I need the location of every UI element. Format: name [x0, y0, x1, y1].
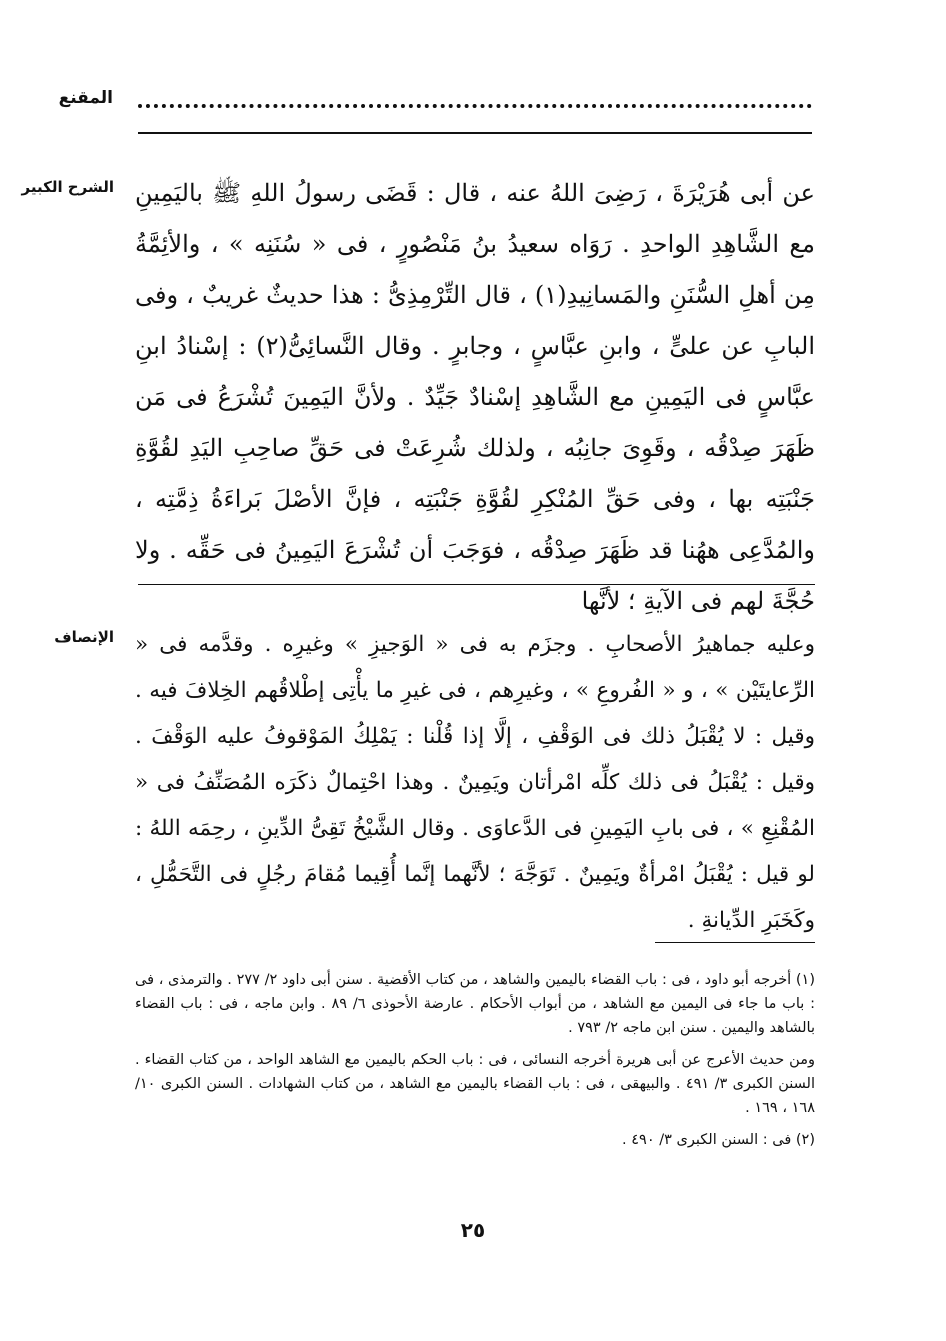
- footnote-separator: [655, 942, 815, 943]
- footnote-1-continued: ومن حديث الأعرج عن أبى هريرة أخرجه النسائى ، فى : باب الحكم باليمين مع الشاهد الواحد ، من كتاب القضاء . السنن الكبرى ٣/ ٤٩١ . والبيهقى ، فى : باب القضاء باليمين مع الشاهد ، من كتاب الشهادات . السنن الكبرى ١٠/ ١٦٨ ، ١٦٩ .: [135, 1052, 816, 1116]
- footnote-2: (٢) فى : السنن الكبرى ٣/ ٤٩٠ .: [622, 1132, 815, 1148]
- sharh-paragraph: عن أبى هُرَيْرَةَ ، رَضِىَ اللهُ عنه ، قال : قَضَى رسولُ اللهِ ﷺ باليَمِينِ مع الشَّاهِدِ الواحدِ . رَوَاه سعيدُ بنُ مَنْصُورٍ ، فى « سُنَنِه » ، والأئِمَّةُ مِن أهلِ السُّنَنِ والمَسانِيدِ(١) ، قال التِّرْمِذِىُّ : هذا حديثٌ غريبٌ ، وفى البابِ عن علىٍّ ، وابنِ عبَّاسٍ ، وجابرٍ . وقال النَّسائِىُّ(٢) : إسْنادُ ابنِ عبَّاسٍ فى اليَمِينِ مع الشَّاهِدِ إسْنادٌ جَيِّدٌ . ولأنَّ اليَمِينَ تُشْرَعُ فى مَن ظَهَرَ صِدْقُه ، وقَوِىَ جانِبُه ، ولذلك شُرِعَتْ فى حَقِّ صاحِبِ اليَدِ لقُوَّةِ جَنْبَتِه بها ، وفى حَقِّ المُنْكِرِ لقُوَّةِ جَنْبَتِه ، فإنَّ الأصْلَ بَراءَةُ ذِمَّتِه ، والمُدَّعِى ههُنا قد ظَهَرَ صِدْقُه ، فوَجَبَ أن تُشْرَعَ اليَمِينُ فى حَقِّه . ولا حُجَّةَ لهم فى الآيةِ ؛ لأنَّها: [135, 179, 816, 615]
- page-number: ٢٥: [460, 1218, 486, 1242]
- section-label-insaf: الإنصاف: [54, 628, 114, 646]
- footnote-1: (١) أخرجه أبو داود ، فى : باب القضاء باليمين والشاهد ، من كتاب الأقضية . سنن أبى داود ٢/ ٢٧٧ . والترمذى ، فى : باب ما جاء فى اليمين مع الشاهد ، من أبواب الأحكام . عارضة الأحوذى ٦/ ٨٩ . وابن ماجه ، فى : باب القضاء بالشاهد واليمين . سنن ابن ماجه ٢/ ٧٩٣ .: [135, 972, 815, 1036]
- section-label-sharh: الشرح الكبير: [21, 178, 114, 196]
- footnotes: [135, 968, 815, 1160]
- running-header-title: المقنع: [58, 88, 113, 108]
- section-divider: [138, 584, 815, 585]
- insaf-paragraph: وعليه جماهيرُ الأصحابِ . وجزَم به فى « الوَجيزِ » وغيرِه . وقدَّمه فى « الرِّعايتَيْن » ، و « الفُروعِ » ، وغيرِهم ، فى غيرِ ما يأْتِى إطْلاقُهم الخِلافَ فيه . وقيل : لا يُقْبَلُ ذلك فى الوَقْفِ ، إلَّا إذا قُلْنا : يَمْلِكُ المَوْقوفُ عليه الوَقْفَ . وقيل : يُقْبَلُ فى ذلك كلِّه امْرأتان ويَمِينٌ . وهذا احْتِمالٌ ذكَرَه المُصَنِّفُ فى « المُقْنِعِ » ، فى بابِ اليَمِينِ فى الدَّعاوَى . وقال الشَّيْخُ تَقِىُّ الدِّينِ ، رحِمَه اللهُ : لو قيل : يُقْبَلُ امْرأةٌ ويَمِينٌ . تَوَجَّهَ ؛ لأنَّهما إنَّما أُقِيما مُقامَ رجُلٍ فى التَّحَمُّلِ ، وكَخَبَرِ الدِّيانةِ .: [135, 632, 815, 933]
- header-rule: [138, 132, 812, 134]
- header-dot-leader: [138, 104, 812, 108]
